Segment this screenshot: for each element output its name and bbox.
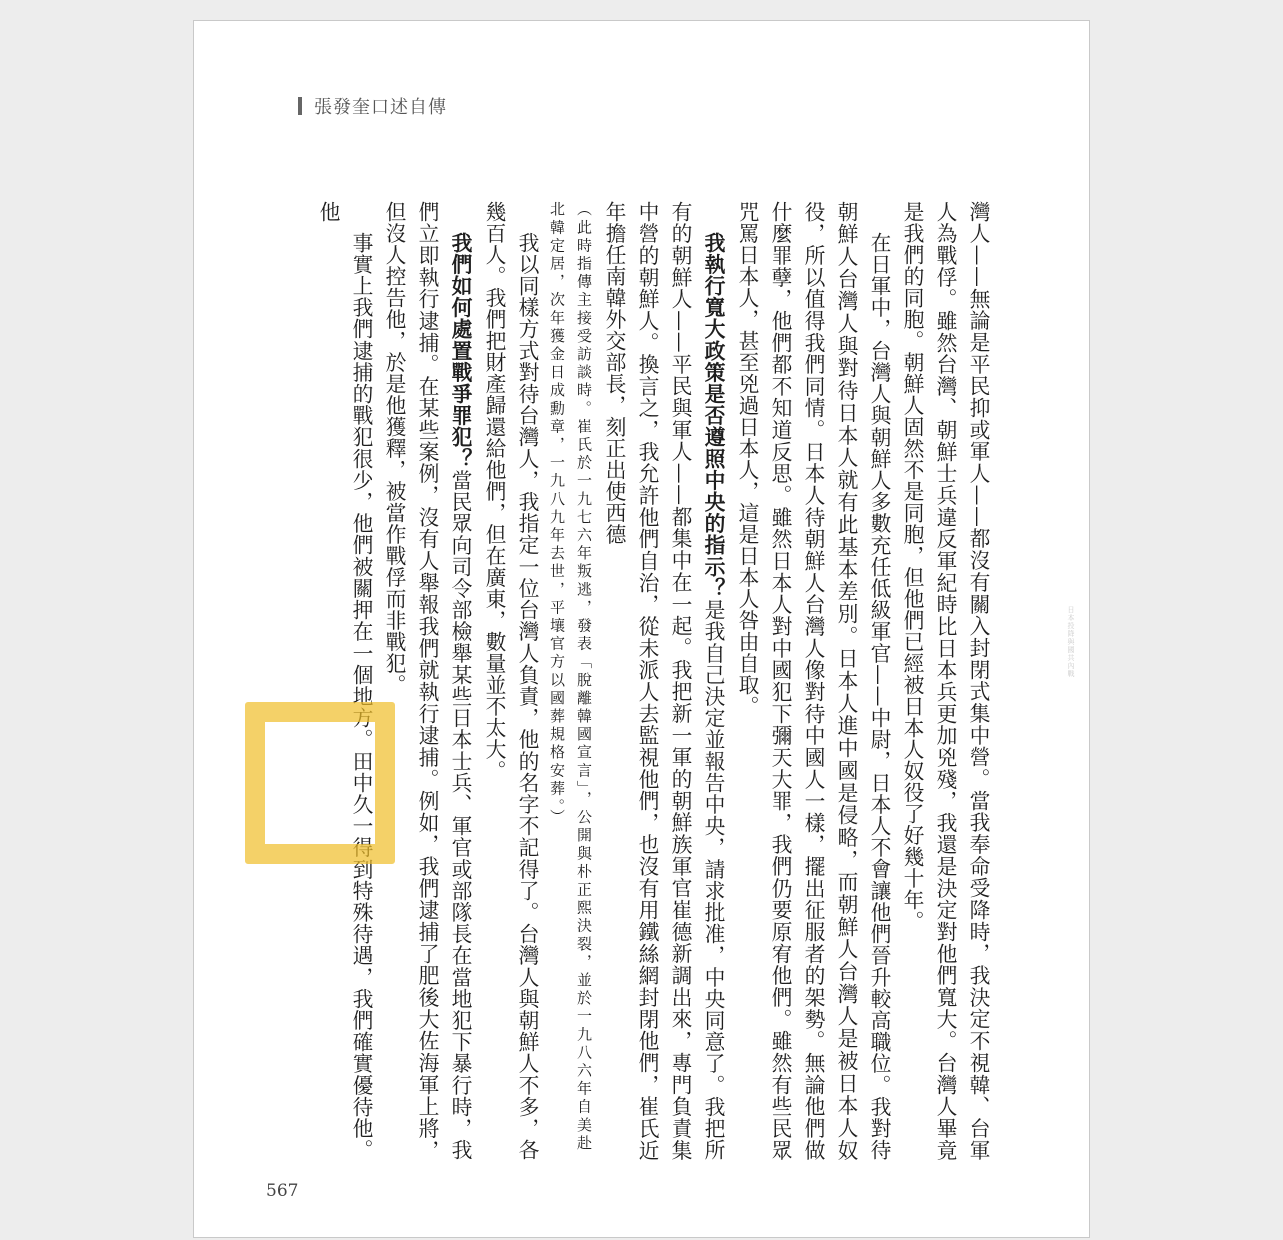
page-number: 567 bbox=[266, 1181, 299, 1201]
paragraph-5-text: 當民眾向司令部檢舉某些日本士兵、軍官或部隊長在當地犯下暴行時，我們立即執行逮捕。在某些案例，沒有人舉報我們就執行逮捕。例如，我們逮捕了肥後大佐海軍上將，但沒人控告他，於是他獲釋，被當作戰俘而非戰犯。 bbox=[382, 201, 472, 1162]
paragraph-5 bbox=[377, 201, 477, 1161]
paragraph-6: 事實上我們逮捕的戰犯很少，他們被關押在一個地方。田中久一得到特殊待遇，我們確實優待他。他 bbox=[316, 201, 373, 1161]
body-text bbox=[304, 201, 994, 1161]
book-page bbox=[193, 20, 1090, 1238]
editor-note: （此時指傳主接受訪談時。崔氏於一九七六年叛逃，發表「脫離韓國宣言」，公開與朴正熙決裂，並於一九八六年自美赴北韓定居，次年獲金日成勳章，一九八九年去世，平壤官方以國葬規格安葬。） bbox=[548, 201, 593, 1153]
header-bar bbox=[298, 97, 302, 115]
paragraph-1: 灣人——無論是平民抑或軍人——都沒有關入封閉式集中營。當我奉命受降時，我決定不視韓、台軍人為戰俘。雖然台灣、朝鮮士兵違反軍紀時比日本兵更加兇殘，我還是決定對他們寬大。台灣人畢竟是我們的同胞。朝鮮人固然不是同胞，但他們已經被日本人奴役了好幾十年。 bbox=[900, 201, 990, 1161]
side-label: 日本投降與國共內戰 bbox=[1067, 606, 1075, 678]
question-heading-1: 我執行寬大政策是否遵照中央的指示？ bbox=[701, 232, 726, 600]
paragraph-4: 我以同樣方式對待台灣人，我指定一位台灣人負責，他的名字不記得了。台灣人與朝鮮人不多，各幾百人。我們把財產歸還給他們，但在廣東，數量並不太大。 bbox=[482, 201, 539, 1161]
paragraph-3-text: 是我自己決定並報告中央，請求批准，中央同意了。我把所有的朝鮮人——平民與軍人——都集中在一起。我把新一軍的朝鮮族軍官崔德新調出來，專門負責集中營的朝鮮人。換言之，我允許他們自治，從未派人去監視他們，也沒有用鐵絲網封閉他們，崔氏近年擔任南韓外交部長，刻正出使西德 bbox=[602, 201, 725, 1162]
book-title: 張發奎口述自傳 bbox=[314, 97, 447, 118]
paragraph-2: 在日軍中，台灣人與朝鮮人多數充任低級軍官——中尉，日本人不會讓他們晉升較高職位。我對待朝鮮人台灣人與對待日本人就有此基本差別。日本人進中國是侵略，而朝鮮人台灣人是被日本人奴役，所以值得我們同情。日本人待朝鮮人台灣人像對待中國人一樣，擺出征服者的架勢。無論他們做什麼罪孽，他們都不知道反思。雖然日本人對中國犯下彌天大罪，我們仍要原宥他們。雖然有些民眾咒罵日本人，甚至兇過日本人，這是日本人咎由自取。 bbox=[735, 201, 891, 1161]
running-head bbox=[298, 93, 447, 119]
paragraph-3 bbox=[597, 201, 730, 1161]
highlight-annotation[interactable] bbox=[245, 702, 395, 864]
question-heading-2: 我們如何處置戰爭罪犯？ bbox=[448, 232, 473, 470]
